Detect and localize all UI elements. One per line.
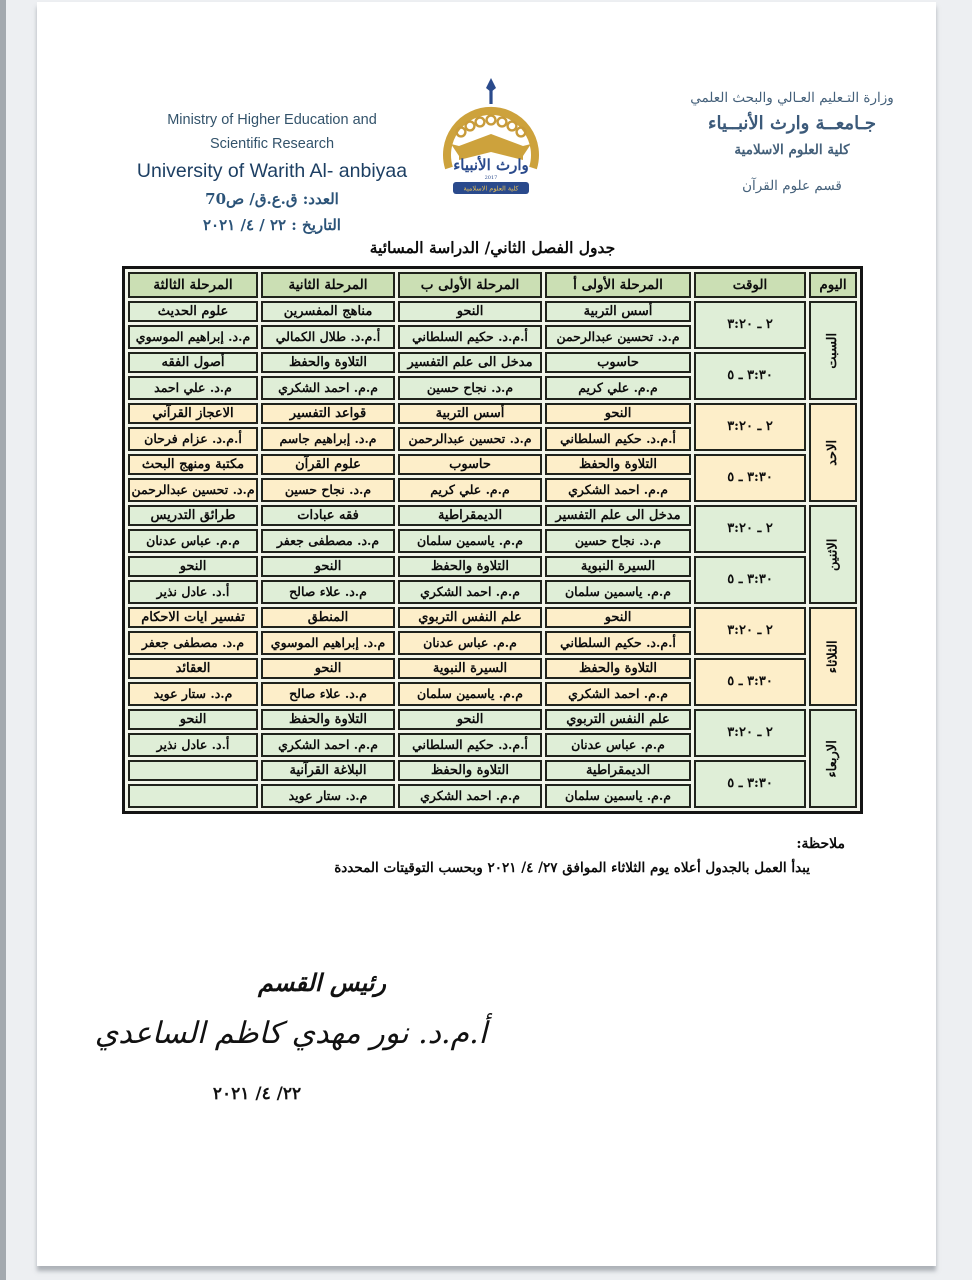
day-name-label: السبت bbox=[825, 332, 841, 369]
stage-1a-column bbox=[545, 505, 691, 604]
schedule-table bbox=[122, 266, 863, 814]
subject-cell: النحو bbox=[261, 658, 395, 679]
teacher-cell: م.م. احمد الشكري bbox=[261, 733, 395, 757]
teacher-cell: م.د. مصطفى جعفر bbox=[128, 631, 258, 655]
stage-1a-column bbox=[545, 709, 691, 808]
teacher-cell: م.م. علي كريم bbox=[398, 478, 542, 502]
day-row-monday bbox=[128, 505, 857, 604]
day-row-tuesday bbox=[128, 607, 857, 706]
schedule-title: جدول الفصل الثاني/ الدراسة المسائية bbox=[369, 238, 616, 257]
subject-cell: حاسوب bbox=[545, 352, 691, 373]
teacher-cell: م.د. تحسين عبدالرحمن bbox=[128, 478, 258, 502]
day-name-label: الاربعاء bbox=[825, 739, 841, 778]
stage-3-column bbox=[128, 607, 258, 706]
stage-3-column bbox=[128, 505, 258, 604]
subject-cell: التلاوة والحفظ bbox=[545, 454, 691, 475]
teacher-cell: م.م. احمد الشكري bbox=[545, 478, 691, 502]
university-name-en: University of Warith Al- anbiyaa bbox=[136, 160, 408, 182]
subject-cell: قواعد التفسير bbox=[261, 403, 395, 424]
college-name-ar: كلية العلوم الاسلامية bbox=[734, 142, 850, 158]
teacher-cell: م.د. إبراهيم الموسوي bbox=[128, 325, 258, 349]
day-name-cell bbox=[809, 607, 857, 706]
subject-cell: التلاوة والحفظ bbox=[545, 658, 691, 679]
subject-cell: علم النفس التربوي bbox=[545, 709, 691, 730]
subject-cell: تفسير ايات الاحكام bbox=[128, 607, 258, 628]
stage-2-column bbox=[261, 403, 395, 502]
stage-2-column bbox=[261, 505, 395, 604]
stage-3-column bbox=[128, 301, 258, 400]
subject-cell: الاعجاز القرآني bbox=[128, 403, 258, 424]
teacher-cell: م.م. عباس عدنان bbox=[128, 529, 258, 553]
teacher-cell: م.م. عباس عدنان bbox=[398, 631, 542, 655]
subject-cell: النحو bbox=[261, 556, 395, 577]
time-slot-1: ٢ ـ ٣:٢٠ bbox=[694, 505, 806, 553]
subject-cell: السيرة النبوية bbox=[545, 556, 691, 577]
day-name-cell bbox=[809, 403, 857, 502]
subject-cell: الديمقراطية bbox=[398, 505, 542, 526]
teacher-cell: م.د. تحسين عبدالرحمن bbox=[398, 427, 542, 451]
subject-cell: مكتبة ومنهج البحث bbox=[128, 454, 258, 475]
teacher-cell-empty bbox=[128, 784, 258, 808]
ministry-name-ar: وزارة التـعليم العـالي والبحث العلمي bbox=[690, 90, 894, 106]
teacher-cell: م.م. ياسمين سلمان bbox=[398, 529, 542, 553]
teacher-cell: م.م. علي كريم bbox=[545, 376, 691, 400]
subject-cell: حاسوب bbox=[398, 454, 542, 475]
teacher-cell: م.د. إبراهيم الموسوي bbox=[261, 631, 395, 655]
time-slot-2: ٣:٣٠ ـ ٥ bbox=[694, 760, 806, 808]
teacher-cell: م.م. ياسمين سلمان bbox=[545, 784, 691, 808]
header-stage-2: المرحلة الثانية bbox=[261, 272, 395, 298]
department-name-ar: قسم علوم القرآن bbox=[742, 178, 842, 194]
ministry-name-en-2: Scientific Research bbox=[209, 136, 335, 152]
subject-cell: النحو bbox=[128, 709, 258, 730]
subject-cell: السيرة النبوية bbox=[398, 658, 542, 679]
day-name-label: الثلاثاء bbox=[825, 640, 841, 673]
day-name-label: الاثنين bbox=[825, 538, 841, 571]
subject-cell: العقائد bbox=[128, 658, 258, 679]
subject-cell: مدخل الى علم التفسير bbox=[398, 352, 542, 373]
teacher-cell: أ.م.د. حكيم السلطاني bbox=[545, 427, 691, 451]
teacher-cell: أ.د. عادل نذير bbox=[128, 733, 258, 757]
stage-1b-column bbox=[398, 505, 542, 604]
logo-ribbon-text: كلية العلوم الاسلامية bbox=[463, 184, 519, 193]
header-stage-1b: المرحلة الأولى ب bbox=[398, 272, 542, 298]
subject-cell: علوم القرآن bbox=[261, 454, 395, 475]
subject-cell: التلاوة والحفظ bbox=[261, 352, 395, 373]
time-slot-1: ٢ ـ ٣:٢٠ bbox=[694, 403, 806, 451]
subject-cell: أصول الفقه bbox=[128, 352, 258, 373]
stage-1b-column bbox=[398, 607, 542, 706]
subject-cell: النحو bbox=[398, 301, 542, 322]
subject-cell: التلاوة والحفظ bbox=[398, 760, 542, 781]
day-name-label: الاحد bbox=[825, 439, 841, 466]
subject-cell: التلاوة والحفظ bbox=[261, 709, 395, 730]
day-row-saturday bbox=[128, 301, 857, 400]
time-column bbox=[694, 607, 806, 706]
day-name-cell bbox=[809, 301, 857, 400]
stage-1b-column bbox=[398, 301, 542, 400]
stage-1a-column bbox=[545, 301, 691, 400]
teacher-cell: م.د. ستار عويد bbox=[261, 784, 395, 808]
time-column bbox=[694, 709, 806, 808]
stage-1a-column bbox=[545, 607, 691, 706]
subject-cell: مدخل الى علم التفسير bbox=[545, 505, 691, 526]
time-slot-2: ٣:٣٠ ـ ٥ bbox=[694, 658, 806, 706]
stage-2-column bbox=[261, 607, 395, 706]
subject-cell: البلاغة القرآنية bbox=[261, 760, 395, 781]
teacher-cell: م.د. نجاح حسين bbox=[398, 376, 542, 400]
teacher-cell: م.م. احمد الشكري bbox=[398, 580, 542, 604]
teacher-cell: م.د. ستار عويد bbox=[128, 682, 258, 706]
letterhead-left-block bbox=[97, 108, 447, 238]
subject-cell: المنطق bbox=[261, 607, 395, 628]
time-slot-1: ٢ ـ ٣:٢٠ bbox=[694, 301, 806, 349]
stage-2-column bbox=[261, 709, 395, 808]
signature-date: ٢٢/ ٤/ ٢٠٢١ bbox=[212, 1084, 302, 1104]
subject-cell: النحو bbox=[545, 403, 691, 424]
subject-cell: النحو bbox=[545, 607, 691, 628]
header-stage-1a: المرحلة الأولى أ bbox=[545, 272, 691, 298]
stage-1b-column bbox=[398, 403, 542, 502]
teacher-cell: م.د. مصطفى جعفر bbox=[261, 529, 395, 553]
subject-cell: أسس التربية bbox=[545, 301, 691, 322]
note-block bbox=[237, 836, 845, 876]
header-stage-3: المرحلة الثالثة bbox=[128, 272, 258, 298]
subject-cell-empty bbox=[128, 760, 258, 781]
time-slot-2: ٣:٣٠ ـ ٥ bbox=[694, 556, 806, 604]
document-page bbox=[37, 2, 936, 1266]
time-slot-1: ٢ ـ ٣:٢٠ bbox=[694, 607, 806, 655]
teacher-cell: م.م. ياسمين سلمان bbox=[545, 580, 691, 604]
time-column bbox=[694, 301, 806, 400]
day-row-wednesday bbox=[128, 709, 857, 808]
signature-name: أ.م.د. نور مهدي كاظم الساعدي bbox=[94, 1016, 487, 1051]
subject-cell: علم النفس التربوي bbox=[398, 607, 542, 628]
header-time: الوقت bbox=[694, 272, 806, 298]
stage-1a-column bbox=[545, 403, 691, 502]
letterhead-right-block bbox=[612, 86, 972, 198]
subject-cell: طرائق التدريس bbox=[128, 505, 258, 526]
note-text: يبدأ العمل بالجدول أعلاه يوم الثلاثاء الموافق ٢٧/ ٤/ ٢٠٢١ وبحسب التوقيتات المحددة bbox=[334, 860, 810, 876]
teacher-cell: أ.م.د. عزام فرحان bbox=[128, 427, 258, 451]
time-column bbox=[694, 403, 806, 502]
teacher-cell: م.د. تحسين عبدالرحمن bbox=[545, 325, 691, 349]
logo-spire-icon bbox=[486, 78, 496, 104]
university-logo bbox=[425, 76, 557, 204]
teacher-cell: أ.د. عادل نذير bbox=[128, 580, 258, 604]
photo-edge-strip bbox=[0, 0, 6, 1280]
logo-year-text: 2017 bbox=[484, 175, 498, 181]
teacher-cell: أ.م.د. حكيم السلطاني bbox=[398, 325, 542, 349]
teacher-cell: م.د. علاء صالح bbox=[261, 682, 395, 706]
table-header-row bbox=[128, 272, 857, 298]
day-row-sunday bbox=[128, 403, 857, 502]
teacher-cell: م.م. احمد الشكري bbox=[398, 784, 542, 808]
day-name-cell bbox=[809, 505, 857, 604]
ministry-name-en: Ministry of Higher Education and bbox=[167, 112, 377, 128]
subject-cell: علوم الحديث bbox=[128, 301, 258, 322]
teacher-cell: م.م. ياسمين سلمان bbox=[398, 682, 542, 706]
teacher-cell: م.د. نجاح حسين bbox=[545, 529, 691, 553]
subject-cell: الديمقراطية bbox=[545, 760, 691, 781]
logo-name-text: وارث الأنبياء bbox=[453, 156, 529, 174]
signature-role: رئيس القسم bbox=[258, 968, 386, 997]
document-number-line: العدد: ق.ع.ق/ ص70 bbox=[205, 190, 339, 208]
teacher-cell: م.د. نجاح حسين bbox=[261, 478, 395, 502]
day-name-cell bbox=[809, 709, 857, 808]
header-day: اليوم bbox=[809, 272, 857, 298]
teacher-cell: م.م. احمد الشكري bbox=[545, 682, 691, 706]
subject-cell: النحو bbox=[398, 709, 542, 730]
subject-cell: فقه عبادات bbox=[261, 505, 395, 526]
time-slot-2: ٣:٣٠ ـ ٥ bbox=[694, 352, 806, 400]
university-name-ar: جـامعــة وارث الأنبــياء bbox=[708, 113, 876, 134]
stage-3-column bbox=[128, 709, 258, 808]
note-label: ملاحظة: bbox=[796, 836, 845, 852]
stage-2-column bbox=[261, 301, 395, 400]
subject-cell: النحو bbox=[128, 556, 258, 577]
teacher-cell: م.د. علي احمد bbox=[128, 376, 258, 400]
subject-cell: أسس التربية bbox=[398, 403, 542, 424]
teacher-cell: أ.م.د. طلال الكمالي bbox=[261, 325, 395, 349]
document-date-line: التاريخ : ٢٢ / ٤/ ٢٠٢١ bbox=[203, 216, 341, 234]
subject-cell: التلاوة والحفظ bbox=[398, 556, 542, 577]
teacher-cell: أ.م.د. حكيم السلطاني bbox=[398, 733, 542, 757]
teacher-cell: م.د. علاء صالح bbox=[261, 580, 395, 604]
stage-1b-column bbox=[398, 709, 542, 808]
stage-3-column bbox=[128, 403, 258, 502]
time-slot-1: ٢ ـ ٣:٢٠ bbox=[694, 709, 806, 757]
teacher-cell: م.د. إبراهيم جاسم bbox=[261, 427, 395, 451]
time-slot-2: ٣:٣٠ ـ ٥ bbox=[694, 454, 806, 502]
teacher-cell: أ.م.د. حكيم السلطاني bbox=[545, 631, 691, 655]
teacher-cell: م.م. عباس عدنان bbox=[545, 733, 691, 757]
teacher-cell: م.م. احمد الشكري bbox=[261, 376, 395, 400]
subject-cell: مناهج المفسرين bbox=[261, 301, 395, 322]
time-column bbox=[694, 505, 806, 604]
